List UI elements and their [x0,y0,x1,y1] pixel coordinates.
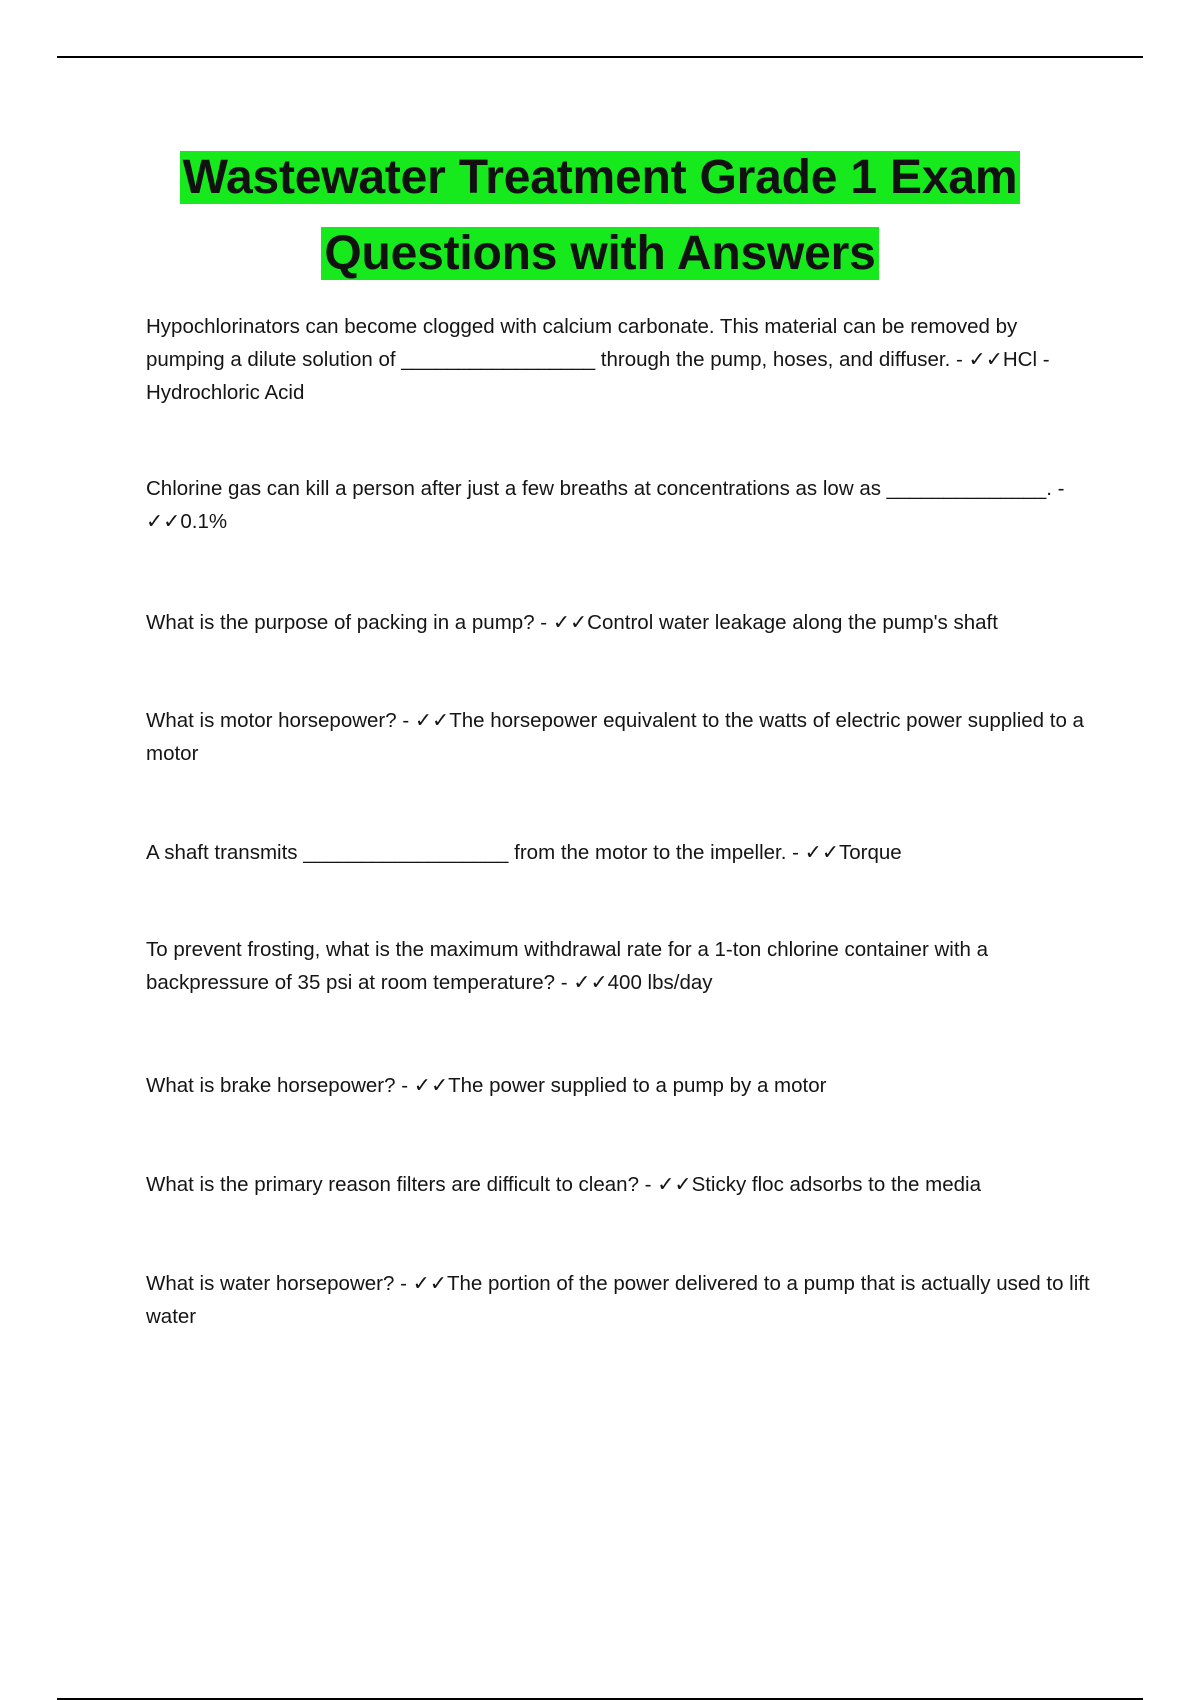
separator: - [950,348,969,371]
double-checkmark-icon: ✓✓ [804,841,840,864]
separator: - [395,1074,414,1097]
double-checkmark-icon: ✓✓ [968,348,1003,371]
double-checkmark-icon: ✓✓ [412,1272,447,1295]
answer-text: The portion of the power delivered to a pump that is actually used to lift water [146,1272,1090,1328]
answer-text: 0.1% [180,510,228,533]
double-checkmark-icon: ✓✓ [657,1173,692,1196]
answer-text: The power supplied to a pump by a motor [448,1074,827,1097]
qa-item-8 [146,1168,1096,1201]
question-text: What is water horsepower? [146,1272,395,1295]
qa-item-7 [146,1069,1096,1102]
qa-item-6 [146,933,1096,999]
answer-text: Sticky floc adsorbs to the media [691,1173,981,1196]
separator: - [786,841,805,864]
top-rule [57,56,1143,58]
page-title [0,140,1200,292]
qa-item-1 [146,310,1096,409]
separator: - [555,971,574,994]
double-checkmark-icon: ✓✓ [146,510,181,533]
answer-text: 400 lbs/day [607,971,713,994]
question-text: To prevent frosting, what is the maximum withdrawal rate for a 1-ton chlorine container with a backpressure of 35 psi at room temperature? [146,938,989,994]
double-checkmark-icon: ✓✓ [414,709,450,732]
answer-text: The horsepower equivalent to the watts of electric power supplied to a motor [146,709,1084,765]
question-text: What is the primary reason filters are difficult to clean? [146,1173,639,1196]
question-text: Hypochlorinators can become clogged with calcium carbonate. This material can be removed by pumping a dilute solution of _________________ through the pump, hoses, and diffuser. [146,315,1018,371]
answer-text: Torque [839,841,902,864]
double-checkmark-icon: ✓✓ [552,611,588,634]
question-text: A shaft transmits __________________ from the motor to the impeller. [146,841,787,864]
title-highlight-line-1: Wastewater Treatment Grade 1 Exam [180,151,1021,204]
separator: - [396,709,415,732]
separator: - [394,1272,413,1295]
qa-item-9 [146,1267,1096,1333]
qa-item-5 [146,836,1096,869]
double-checkmark-icon: ✓✓ [413,1074,449,1097]
question-text: Chlorine gas can kill a person after just a few breaths at concentrations as low as ______________. [146,477,1052,500]
double-checkmark-icon: ✓✓ [573,971,608,994]
separator: - [534,611,553,634]
qa-item-2 [146,472,1096,538]
title-highlight-line-2: Questions with Answers [321,227,878,280]
answer-text: Control water leakage along the pump's shaft [587,611,998,634]
qa-item-4 [146,704,1096,770]
question-text: What is motor horsepower? [146,709,397,732]
qa-item-3 [146,606,1096,639]
separator: - [1051,477,1065,500]
question-text: What is the purpose of packing in a pump? [146,611,535,634]
question-text: What is brake horsepower? [146,1074,396,1097]
separator: - [638,1173,658,1196]
answer-text: HCl - Hydrochloric Acid [146,348,1050,404]
